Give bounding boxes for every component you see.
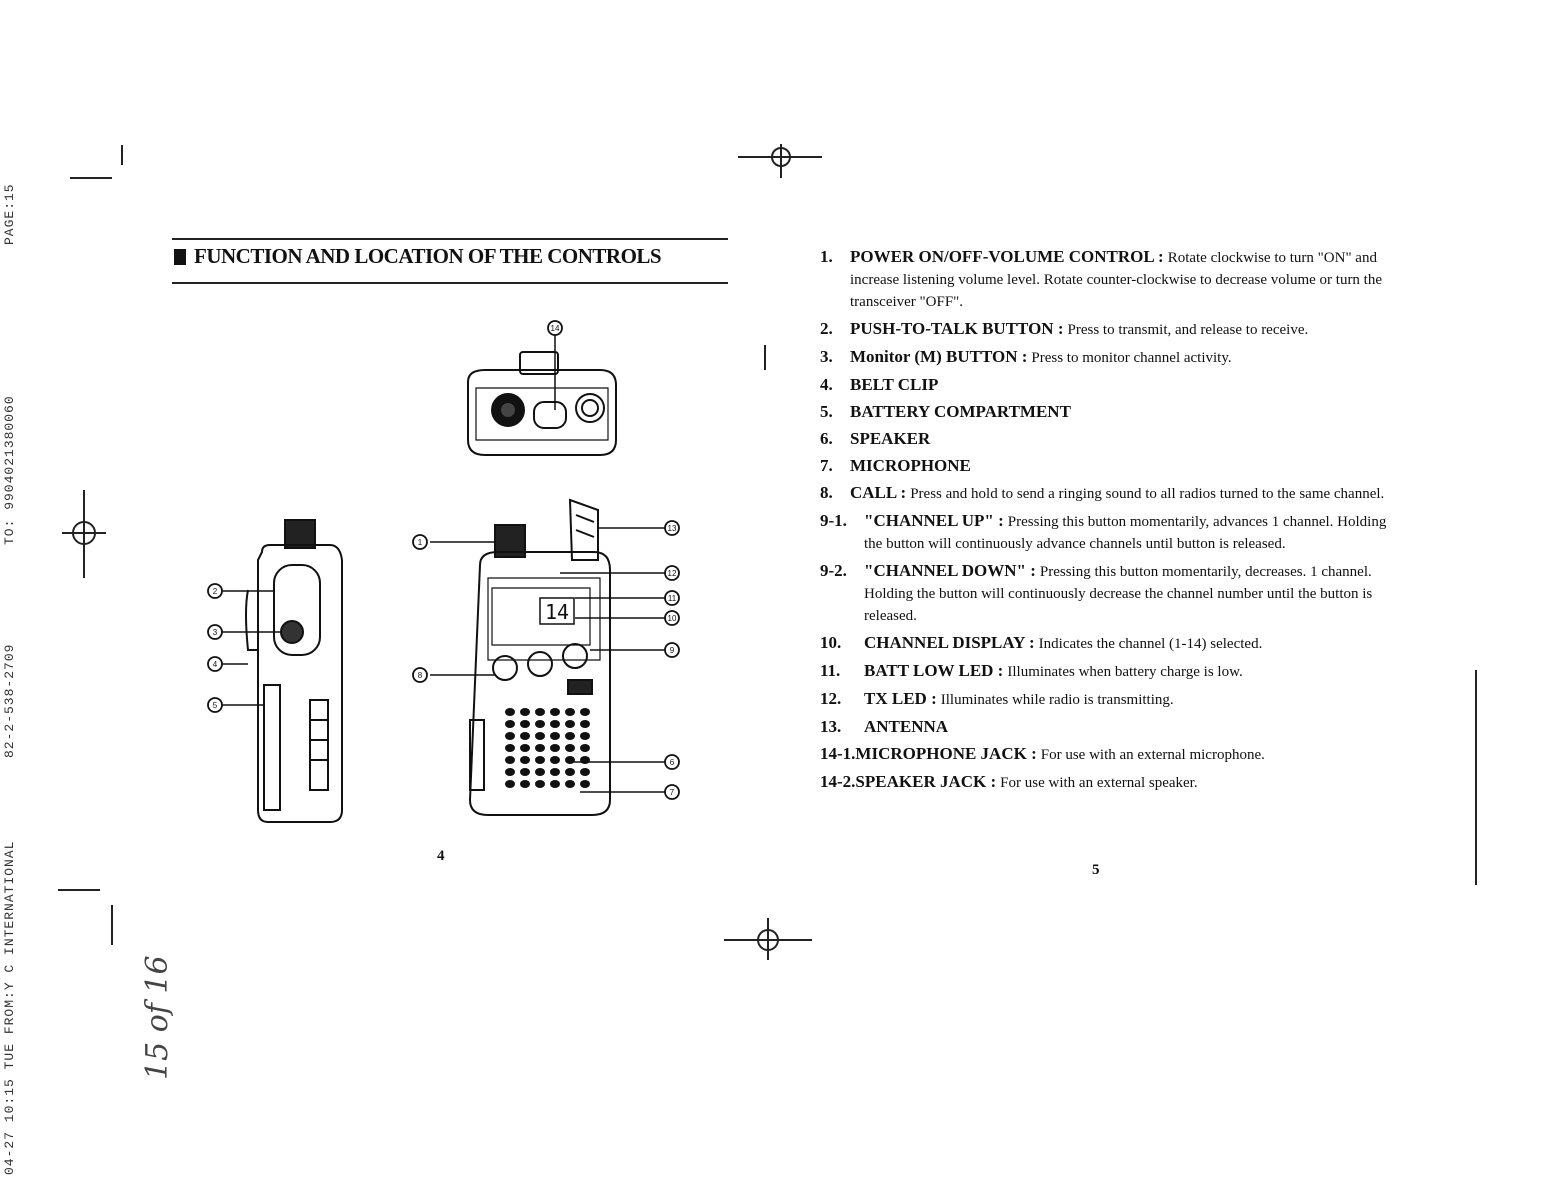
item-description: Press and hold to send a ringing sound to all radios turned to the same channel. — [910, 486, 1385, 502]
page-number-left: 4 — [437, 848, 445, 864]
item-number: 9-1. — [820, 511, 847, 530]
grille-hole — [520, 708, 530, 716]
item-description: Pressing this button momentarily, decreases. 1 channel. Holding the button will continuously decrease the channel number until the button is released. — [864, 564, 1373, 624]
item-title: MICROPHONE JACK : — [855, 744, 1037, 763]
list-item — [820, 346, 1390, 369]
item-description: Indicates the channel (1-14) selected. — [1038, 636, 1263, 652]
grille-hole — [535, 768, 545, 776]
grille-hole — [520, 732, 530, 740]
item-title: BATTERY COMPARTMENT — [850, 402, 1071, 421]
item-description: Pressing this button momentarily, advances 1 channel. Holding the button will continuously advance channels until button is released. — [864, 514, 1387, 552]
item-title: "CHANNEL UP" : — [864, 511, 1004, 530]
list-item — [820, 688, 1390, 711]
item-description: For use with an external speaker. — [1000, 775, 1198, 791]
item-title: BATT LOW LED : — [864, 661, 1004, 680]
grille-hole — [505, 780, 515, 788]
grille-hole — [505, 744, 515, 752]
item-description: Press to transmit, and release to receive. — [1067, 322, 1309, 338]
list-item — [820, 771, 1390, 794]
item-number: 4. — [820, 375, 833, 394]
item-description: Rotate clockwise to turn "ON" and increase listening volume level. Rotate counter-clockwise to decrease volume or turn the transceiver "OFF". — [850, 250, 1383, 310]
item-number: 12. — [820, 689, 842, 708]
grille-hole — [580, 756, 590, 764]
grille-hole — [505, 720, 515, 728]
grille-hole — [565, 756, 575, 764]
grille-hole — [535, 720, 545, 728]
fax-to: TO: 9904021380060 — [2, 395, 17, 545]
grille-hole — [550, 780, 560, 788]
callout-label: 7 — [669, 788, 675, 797]
item-title: CALL : — [850, 483, 907, 502]
grille-hole — [580, 720, 590, 728]
list-item — [820, 510, 1390, 555]
item-number: 5. — [820, 402, 833, 421]
item-number: 3. — [820, 347, 833, 366]
grille-hole — [505, 768, 515, 776]
callout-label: 12 — [667, 569, 677, 578]
item-number: 14-1. — [820, 744, 856, 763]
grille-hole — [520, 744, 530, 752]
grille-hole — [505, 732, 515, 740]
grille-hole — [550, 720, 560, 728]
fax-phone: 82-2-538-2709 — [2, 643, 17, 758]
list-item — [820, 716, 1390, 738]
grille-hole — [520, 756, 530, 764]
item-title: TX LED : — [864, 689, 937, 708]
list-item — [820, 401, 1390, 423]
list-item — [820, 374, 1390, 396]
list-item — [820, 660, 1390, 683]
callout-label: 1 — [417, 538, 423, 547]
grille-hole — [550, 708, 560, 716]
callout-label: 11 — [667, 594, 677, 603]
grille-hole — [505, 756, 515, 764]
grille-hole — [580, 744, 590, 752]
grille-hole — [565, 780, 575, 788]
callout-label: 13 — [667, 524, 677, 533]
list-item — [820, 482, 1390, 505]
item-number: 14-2. — [820, 772, 856, 791]
item-number: 11. — [820, 661, 841, 680]
list-item — [820, 743, 1390, 766]
list-item — [820, 560, 1390, 627]
callout-label: 14 — [550, 324, 560, 333]
item-title: SPEAKER JACK : — [855, 772, 997, 791]
item-number: 1. — [820, 247, 833, 266]
grille-hole — [535, 732, 545, 740]
grille-hole — [550, 756, 560, 764]
grille-hole — [535, 708, 545, 716]
item-description: For use with an external microphone. — [1040, 747, 1265, 763]
grille-hole — [565, 732, 575, 740]
section-title: FUNCTION AND LOCATION OF THE CONTROLS — [174, 244, 661, 269]
grille-hole — [580, 732, 590, 740]
grille-hole — [565, 768, 575, 776]
item-number: 10. — [820, 633, 842, 652]
list-item — [820, 428, 1390, 450]
channel-display-value: 14 — [544, 600, 570, 624]
grille-hole — [520, 768, 530, 776]
handwritten-note: 15 of 16 — [140, 955, 175, 1080]
grille-hole — [550, 732, 560, 740]
radio-front-view — [430, 500, 665, 815]
grille-hole — [520, 780, 530, 788]
callout-label: 8 — [417, 671, 423, 680]
grille-hole — [535, 756, 545, 764]
item-number: 2. — [820, 319, 833, 338]
grille-hole — [580, 780, 590, 788]
radio-side-view — [222, 520, 342, 822]
item-title: CHANNEL DISPLAY : — [864, 633, 1035, 652]
radio-top-view — [468, 322, 616, 455]
item-title: MICROPHONE — [850, 456, 971, 475]
callout-label: 6 — [669, 758, 675, 767]
item-number: 8. — [820, 483, 833, 502]
item-title: BELT CLIP — [850, 375, 939, 394]
grille-hole — [520, 720, 530, 728]
grille-hole — [535, 744, 545, 752]
item-number: 6. — [820, 429, 833, 448]
item-number: 13. — [820, 717, 842, 736]
list-item — [820, 246, 1390, 313]
speaker-grille — [505, 708, 590, 788]
callout-label: 5 — [212, 701, 218, 710]
list-item — [820, 632, 1390, 655]
item-description: Illuminates while radio is transmitting. — [940, 692, 1174, 708]
grille-hole — [550, 768, 560, 776]
item-title: Monitor (M) BUTTON : — [850, 347, 1028, 366]
grille-hole — [580, 708, 590, 716]
list-item — [820, 318, 1390, 341]
item-number: 7. — [820, 456, 833, 475]
grille-hole — [505, 708, 515, 716]
controls-list — [820, 246, 1390, 799]
callout-label: 2 — [212, 587, 218, 596]
fax-from: 04-27 10:15 TUE FROM:Y C INTERNATIONAL — [2, 840, 17, 1175]
grille-hole — [565, 744, 575, 752]
grille-hole — [535, 780, 545, 788]
grille-hole — [565, 708, 575, 716]
item-description: Press to monitor channel activity. — [1031, 350, 1232, 366]
list-item — [820, 455, 1390, 477]
fax-page: PAGE:15 — [2, 183, 17, 245]
item-title: PUSH-TO-TALK BUTTON : — [850, 319, 1064, 338]
grille-hole — [565, 720, 575, 728]
item-title: POWER ON/OFF-VOLUME CONTROL : — [850, 247, 1164, 266]
callout-label: 3 — [212, 628, 218, 637]
item-title: ANTENNA — [864, 717, 949, 736]
callout-label: 10 — [667, 614, 677, 623]
item-title: SPEAKER — [850, 429, 931, 448]
item-description: Illuminates when battery charge is low. — [1007, 664, 1243, 680]
item-title: "CHANNEL DOWN" : — [864, 561, 1036, 580]
grille-hole — [580, 768, 590, 776]
page-number-right: 5 — [1092, 862, 1100, 878]
item-number: 9-2. — [820, 561, 847, 580]
callout-label: 9 — [669, 646, 675, 655]
callout-label: 4 — [212, 660, 218, 669]
grille-hole — [550, 744, 560, 752]
